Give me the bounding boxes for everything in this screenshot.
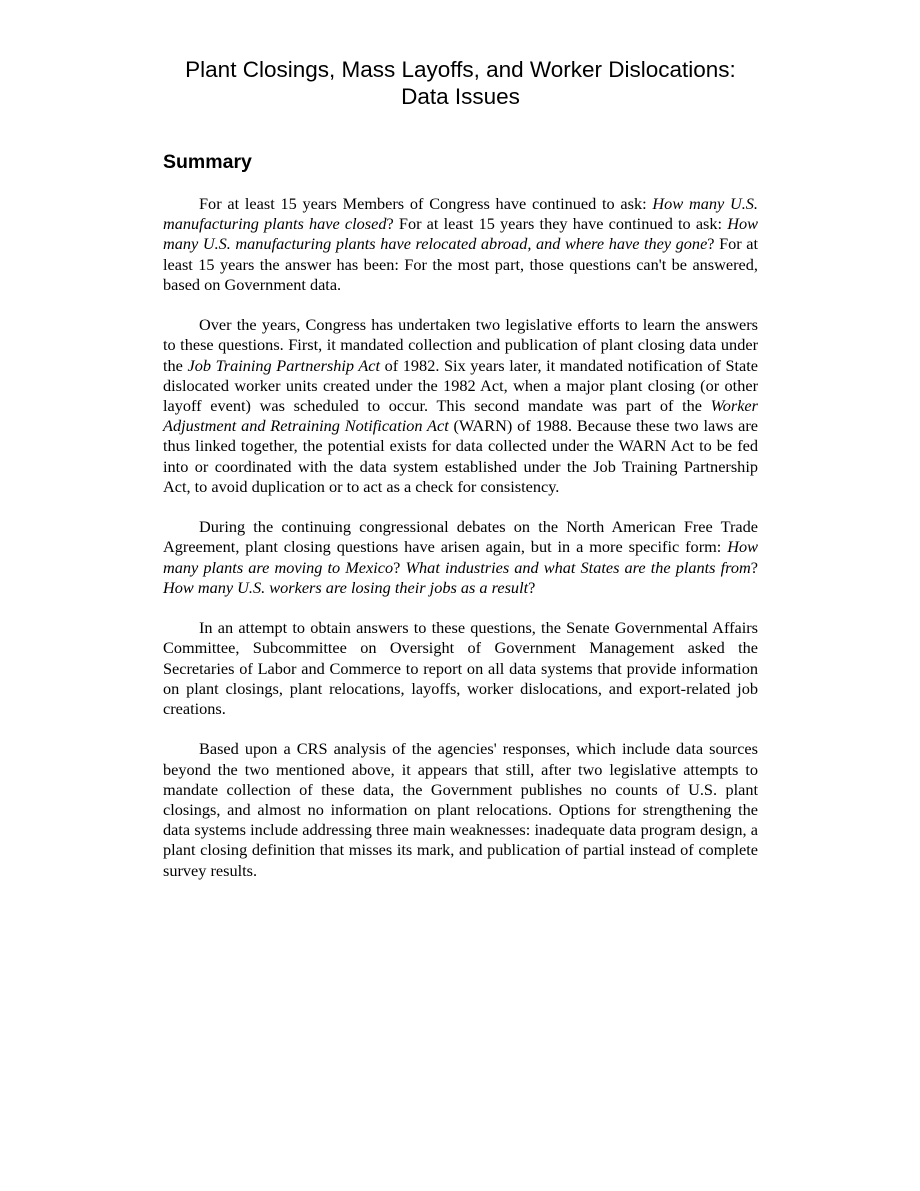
summary-paragraph-1: For at least 15 years Members of Congress have continued to ask: How many U.S. manufacturing plants have closed? For at least 15 years they have continued to ask: How many U.S. manufacturing plants have relocated abroad, and where have they gone? For at least 15 years the answer has been: For the most part, those questions can't be answered, based on Government data.: [163, 194, 758, 294]
summary-paragraph-3: During the continuing congressional debates on the North American Free Trade Agreement, plant closing questions have arisen again, but in a more specific form: How many plants are moving to Mexico? What industries and what States are the plants from? How many U.S. workers are losing their jobs as a result?: [163, 517, 758, 597]
title-line-2: Data Issues: [401, 84, 520, 109]
summary-paragraph-2: Over the years, Congress has undertaken two legislative efforts to learn the answers to these questions. First, it mandated collection and publication of plant closing data under the Job Training Partnership Act of 1982. Six years later, it mandated notification of State dislocated worker units created under the 1982 Act, when a major plant closing (or other layoff event) was scheduled to occur. This second mandate was part of the Worker Adjustment and Retraining Notification Act (WARN) of 1988. Because these two laws are thus linked together, the potential exists for data collected under the WARN Act to be fed into or coordinated with the data system established under the Job Training Partnership Act, to avoid duplication or to act as a check for consistency.: [163, 315, 758, 496]
title-line-1: Plant Closings, Mass Layoffs, and Worker Dislocations:: [185, 57, 736, 82]
summary-paragraph-4: In an attempt to obtain answers to these questions, the Senate Governmental Affairs Committee, Subcommittee on Oversight of Government Management asked the Secretaries of Labor and Commerce to report on all data systems that provide information on plant closings, plant relocations, layoffs, worker dislocations, and export-related job creations.: [163, 618, 758, 719]
summary-paragraph-5: Based upon a CRS analysis of the agencies' responses, which include data sources beyond the two mentioned above, it appears that still, after two legislative attempts to mandate collection of these data, the Government publishes no counts of U.S. plant closings, and almost no information on plant relocations. Options for strengthening the data systems include addressing three main weaknesses: inadequate data program design, a plant closing definition that misses its mark, and publication of partial instead of complete survey results.: [163, 739, 758, 880]
document-page: [163, 56, 758, 881]
summary-heading: Summary: [163, 151, 252, 173]
document-title: [163, 56, 758, 110]
